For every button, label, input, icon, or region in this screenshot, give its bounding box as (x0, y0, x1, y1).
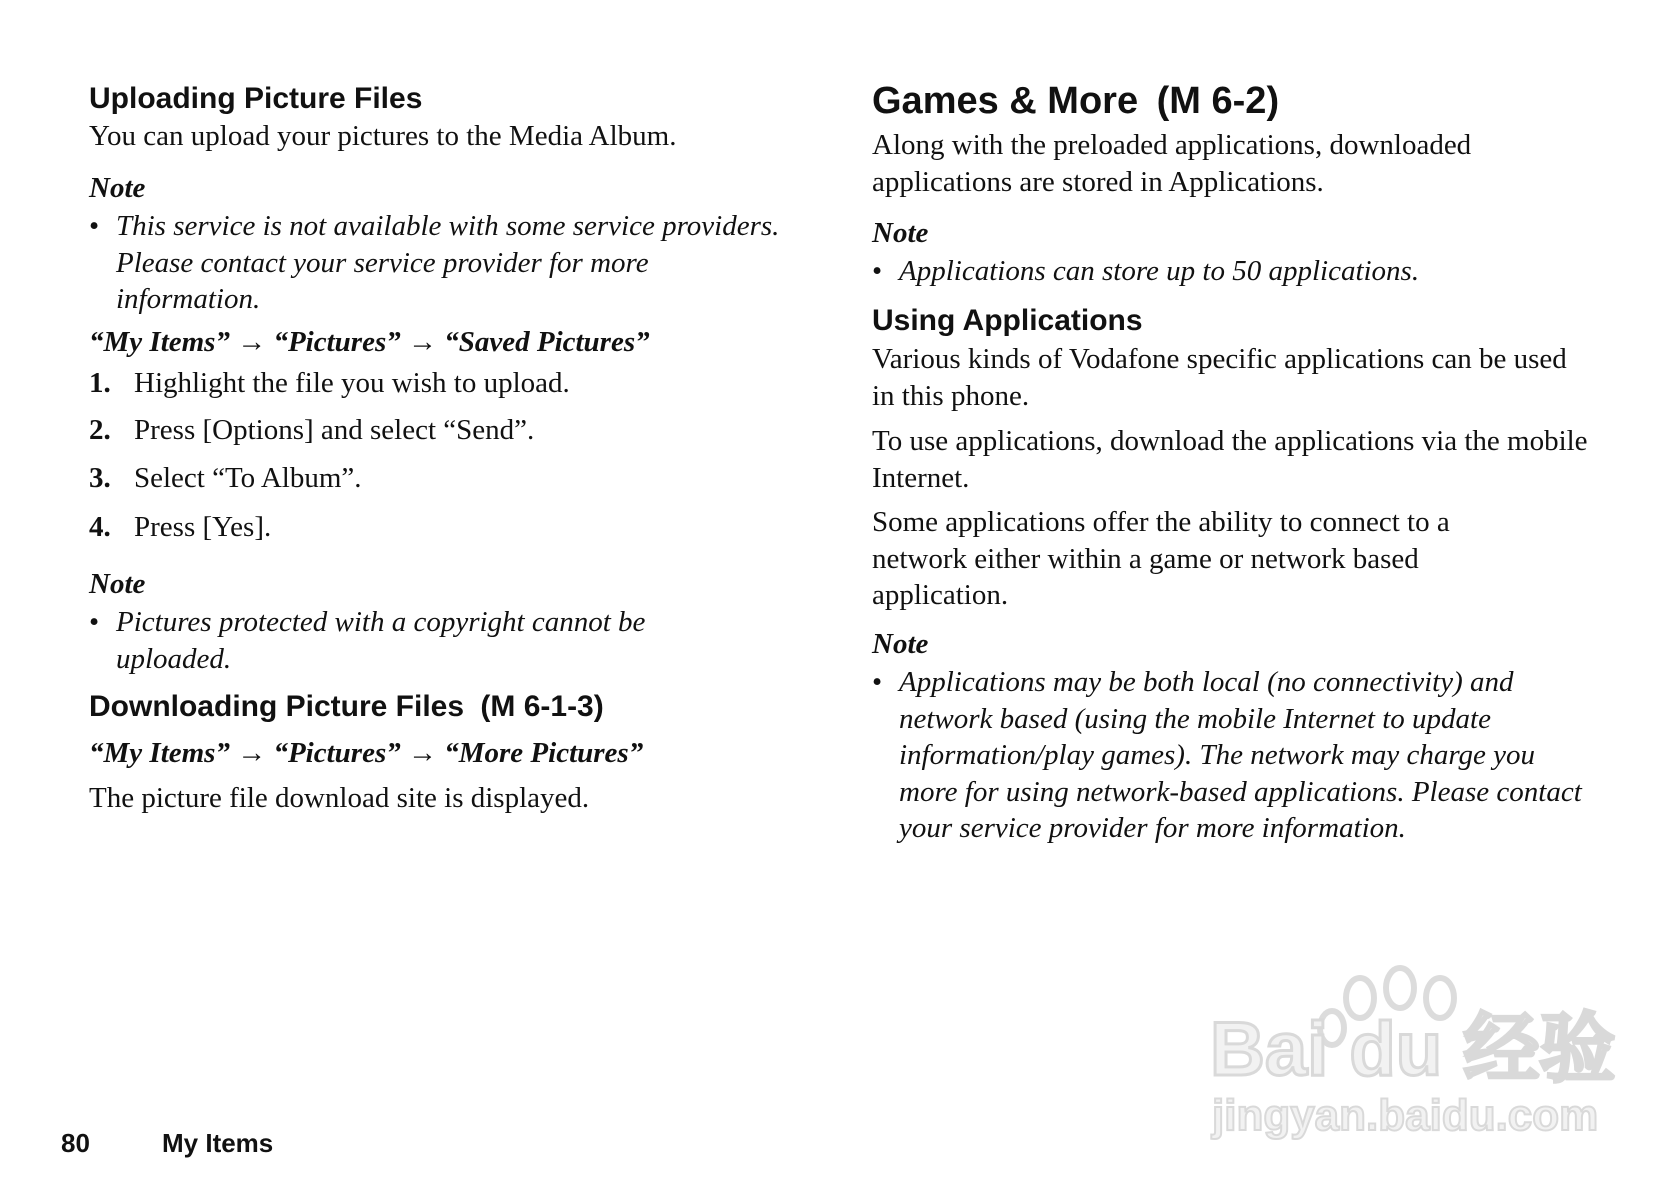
step-text: Press [Options] and select “Send”. (134, 414, 535, 446)
games-heading (872, 80, 1279, 123)
note-text: Applications can store up to 50 applications. (899, 255, 1420, 287)
uploading-heading: Uploading Picture Files (89, 82, 423, 115)
note-bullet (89, 208, 789, 318)
note-bullet (872, 664, 1592, 847)
downloading-heading (89, 690, 604, 724)
note-text: This service is not available with some service providers. Please contact your service provider for more information. (116, 210, 780, 315)
bullet-icon: • (89, 210, 100, 242)
menu-path: “My Items” → “Pictures” → “More Pictures” (89, 737, 644, 769)
note-label: Note (89, 568, 146, 600)
note-label: Note (872, 217, 929, 249)
step-text: Press [Yes]. (134, 511, 272, 543)
footer-section-title: My Items (162, 1128, 274, 1158)
bullet-icon: • (89, 606, 100, 638)
games-intro: Along with the preloaded applications, downloaded applications are stored in Applications. (872, 129, 1472, 198)
menu-number: (M 6-1-3) (480, 690, 604, 723)
menu-number: (M 6-2) (1156, 80, 1280, 122)
bullet-icon: • (872, 255, 883, 287)
downloading-heading-text: Downloading Picture Files (89, 690, 465, 723)
note-bullet (89, 604, 729, 677)
page-number: 80 (61, 1128, 90, 1158)
note-label: Note (872, 628, 929, 660)
step-item (89, 462, 362, 495)
watermark-url: jingyan.baidu.com (1212, 1091, 1599, 1140)
using-paragraph: Some applications offer the ability to connect to a network either within a game or network based application. (872, 506, 1450, 611)
step-item (89, 511, 271, 544)
note-text: Pictures protected with a copyright cannot be uploaded. (116, 606, 646, 675)
bullet-icon: • (872, 666, 883, 698)
download-text: The picture file download site is displayed. (89, 782, 590, 814)
step-number: 3. (89, 462, 111, 494)
baidu-watermark (1200, 940, 1620, 1140)
upload-intro: You can upload your pictures to the Media Album. (89, 120, 677, 152)
step-number: 4. (89, 511, 111, 543)
using-paragraph: To use applications, download the applications via the mobile Internet. (872, 425, 1588, 494)
step-item (89, 367, 570, 400)
step-number: 2. (89, 414, 111, 446)
using-paragraph: Various kinds of Vodafone specific applications can be used in this phone. (872, 343, 1567, 412)
step-item (89, 414, 534, 447)
step-text: Highlight the file you wish to upload. (134, 367, 570, 399)
menu-path: “My Items” → “Pictures” → “Saved Pictures” (89, 326, 650, 358)
watermark-brand: Bai du 经验 (1210, 1007, 1616, 1092)
note-bullet (872, 253, 1572, 290)
step-number: 1. (89, 367, 111, 399)
note-label: Note (89, 172, 146, 204)
games-heading-text: Games & More (872, 80, 1139, 122)
step-text: Select “To Album”. (134, 462, 362, 494)
note-text: Applications may be both local (no connectivity) and network based (using the mobile Internet to update information/play games). The network may charge you more for using network-based applications. Please contact your service provider for more information. (899, 666, 1582, 844)
using-heading: Using Applications (872, 304, 1143, 337)
